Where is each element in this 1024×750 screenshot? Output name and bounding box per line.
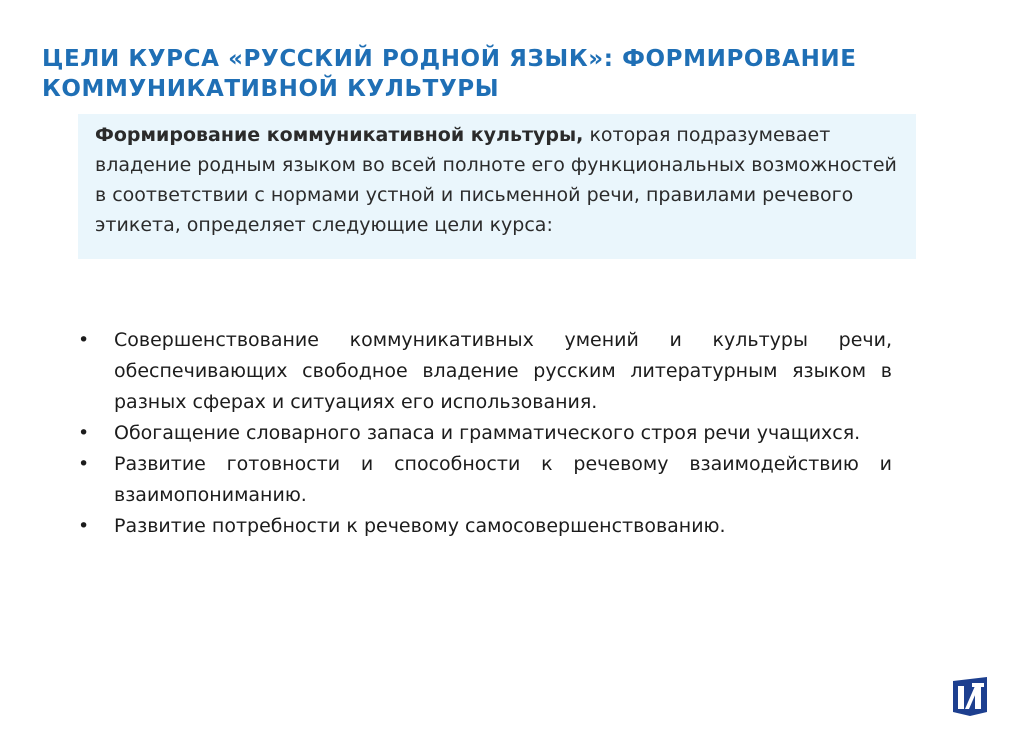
list-item [78,449,892,511]
bullet-icon: • [78,453,90,475]
intro-text: которая подразумевает владение родным языком во всей полноте его функциональных возможностей в соответствии с нормами устной и письменной речи, правилами речевого этикета, определяет следующие цели курса: [95,124,897,236]
bullet-icon: • [78,329,90,351]
list-item [78,418,892,449]
intro-paragraph [95,120,900,240]
goal-text: Развитие потребности к речевому самосовершенствованию. [114,515,726,537]
goals-list [78,325,892,542]
intro-lead: Формирование коммуникативной культуры, [95,124,584,146]
list-item [78,325,892,418]
bullet-icon: • [78,515,90,537]
goal-text: Обогащение словарного запаса и грамматического строя речи учащихся. [114,422,861,444]
slide-title: ЦЕЛИ КУРСА «РУССКИЙ РОДНОЙ ЯЗЫК»: ФОРМИРОВАНИЕ КОММУНИКАТИВНОЙ КУЛЬТУРЫ [42,46,857,102]
publisher-logo-icon [951,675,989,717]
intro-box [78,114,916,259]
goal-text: Развитие готовности и способности к речевому взаимодействию и взаимопониманию. [114,453,892,506]
list-item [78,511,892,542]
bullet-icon: • [78,422,90,444]
goal-text: Совершенствование коммуникативных умений и культуры речи, обеспечивающих свободное владение русским литературным языком в разных сферах и ситуациях его использования. [114,329,892,413]
